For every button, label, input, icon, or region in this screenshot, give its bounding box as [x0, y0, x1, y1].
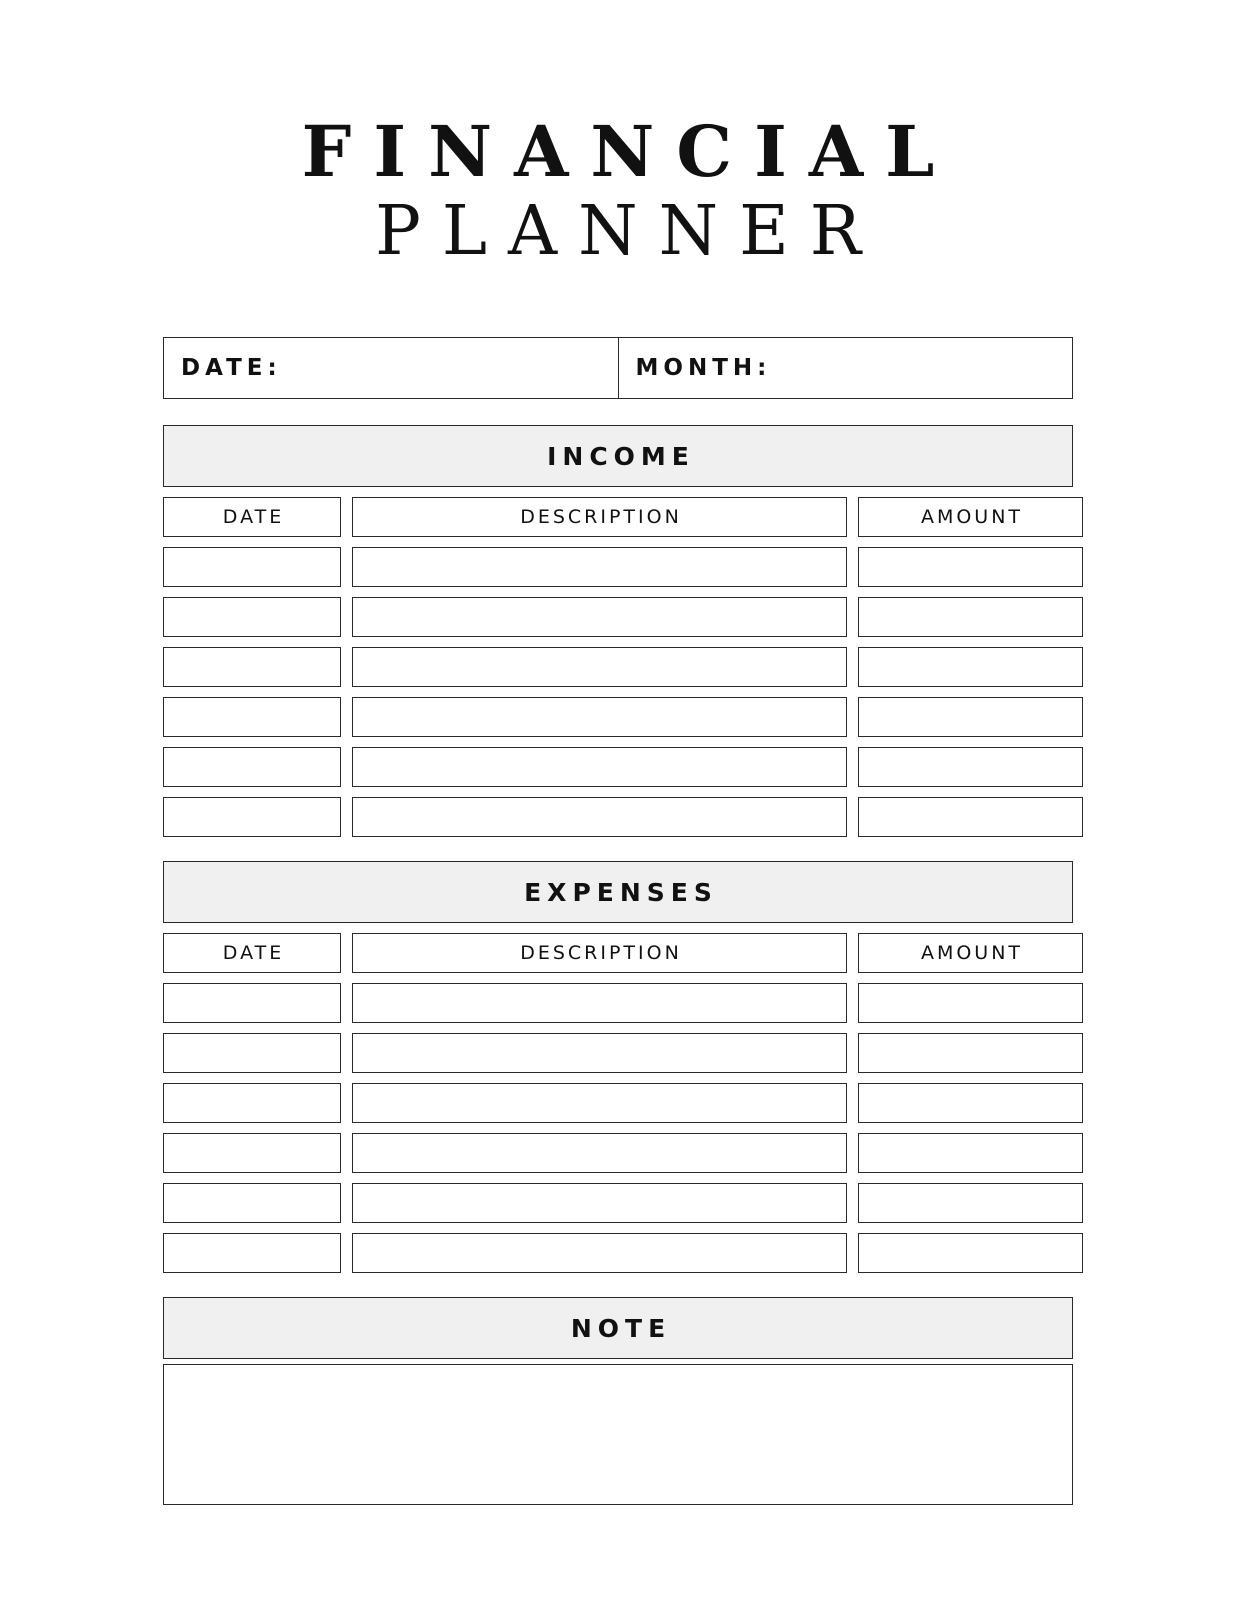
expenses-row-1-description-cell[interactable]	[352, 983, 847, 1023]
expenses-row-6-description-cell[interactable]	[352, 1233, 847, 1273]
income-column-header-date: DATE	[163, 497, 341, 537]
income-row-6-description-cell[interactable]	[352, 797, 847, 837]
income-row-4-amount-cell[interactable]	[858, 697, 1083, 737]
page-title-line-1: FINANCIAL	[301, 110, 957, 193]
month-field[interactable]	[618, 338, 1073, 398]
income-row-5-amount-cell[interactable]	[858, 747, 1083, 787]
note-section-header	[163, 1297, 1073, 1359]
expenses-row-2-date-cell[interactable]	[163, 1033, 341, 1073]
expenses-row-3-date-cell[interactable]	[163, 1083, 341, 1123]
income-row-4-description-cell[interactable]	[352, 697, 847, 737]
expenses-row-4-description-cell[interactable]	[352, 1133, 847, 1173]
expenses-row-3-amount-cell[interactable]	[858, 1083, 1083, 1123]
income-row-5-date-cell[interactable]	[163, 747, 341, 787]
page-title-line-2: PLANNER	[375, 192, 882, 271]
income-row-6-amount-cell[interactable]	[858, 797, 1083, 837]
income-row-4-date-cell[interactable]	[163, 697, 341, 737]
expenses-row-4-date-cell[interactable]	[163, 1133, 341, 1173]
income-row-3-amount-cell[interactable]	[858, 647, 1083, 687]
expenses-section-header	[163, 861, 1073, 923]
note-text-area[interactable]	[163, 1364, 1073, 1505]
note-heading: NOTE	[570, 1313, 672, 1343]
income-heading: INCOME	[547, 441, 695, 471]
expenses-row-5-description-cell[interactable]	[352, 1183, 847, 1223]
date-month-bar	[163, 337, 1073, 399]
income-row-2-description-cell[interactable]	[352, 597, 847, 637]
expenses-row-4-amount-cell[interactable]	[858, 1133, 1083, 1173]
expenses-row-5-date-cell[interactable]	[163, 1183, 341, 1223]
month-field-label: MONTH:	[635, 355, 772, 381]
date-field[interactable]	[164, 338, 618, 398]
expenses-row-3-description-cell[interactable]	[352, 1083, 847, 1123]
expenses-column-header-date: DATE	[163, 933, 341, 973]
expenses-row-6-date-cell[interactable]	[163, 1233, 341, 1273]
income-row-5-description-cell[interactable]	[352, 747, 847, 787]
income-row-1-description-cell[interactable]	[352, 547, 847, 587]
expenses-row-2-amount-cell[interactable]	[858, 1033, 1083, 1073]
expenses-heading: EXPENSES	[524, 877, 718, 907]
expenses-column-header-description: DESCRIPTION	[352, 933, 847, 973]
income-row-3-date-cell[interactable]	[163, 647, 341, 687]
income-row-2-amount-cell[interactable]	[858, 597, 1083, 637]
expenses-row-5-amount-cell[interactable]	[858, 1183, 1083, 1223]
income-row-1-date-cell[interactable]	[163, 547, 341, 587]
expenses-row-1-date-cell[interactable]	[163, 983, 341, 1023]
income-row-2-date-cell[interactable]	[163, 597, 341, 637]
income-row-6-date-cell[interactable]	[163, 797, 341, 837]
expenses-row-1-amount-cell[interactable]	[858, 983, 1083, 1023]
income-column-header-amount: AMOUNT	[858, 497, 1083, 537]
expenses-row-2-description-cell[interactable]	[352, 1033, 847, 1073]
income-row-1-amount-cell[interactable]	[858, 547, 1083, 587]
income-section-header	[163, 425, 1073, 487]
expenses-row-6-amount-cell[interactable]	[858, 1233, 1083, 1273]
date-field-label: DATE:	[181, 355, 282, 381]
expenses-column-header-amount: AMOUNT	[858, 933, 1083, 973]
income-column-header-description: DESCRIPTION	[352, 497, 847, 537]
income-row-3-description-cell[interactable]	[352, 647, 847, 687]
